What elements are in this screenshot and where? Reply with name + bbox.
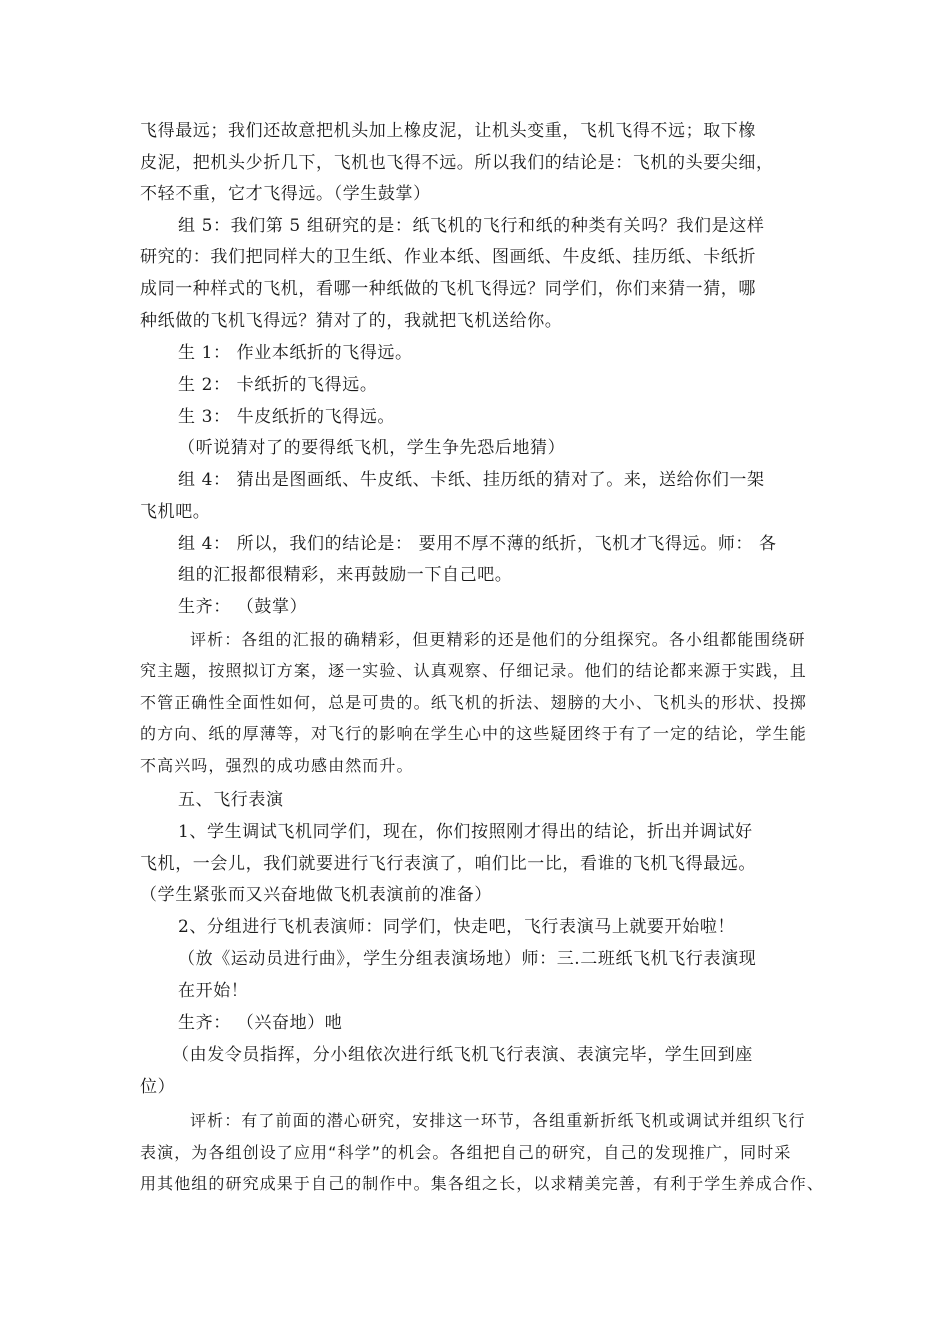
text-line: 成同一种样式的飞机，看哪一种纸做的飞机飞得远？同学们，你们来猜一猜，哪: [140, 279, 756, 299]
text-line: 生 1： 作业本纸折的飞得远。: [178, 343, 413, 363]
text-line: （由发令员指挥，分小组依次进行纸飞机飞行表演、表演完毕，学生回到座: [172, 1045, 753, 1065]
text-line: 组 4： 所以，我们的结论是： 要用不厚不薄的纸折，飞机才飞得远。师： 各: [178, 534, 777, 554]
text-line: 生齐： （兴奋地）吔: [178, 1013, 343, 1033]
commentary-line: 用其他组的研究成果于自己的制作中。集各组之长，以求精美完善，有利于学生养成合作、: [140, 1174, 825, 1193]
text-line: 组的汇报都很精彩，来再鼓励一下自己吧。: [178, 565, 513, 585]
text-line: 生 2： 卡纸折的飞得远。: [178, 375, 378, 395]
text-line: 飞得最远；我们还故意把机头加上橡皮泥，让机头变重，飞机飞得不远；取下橡: [140, 121, 756, 141]
text-line: （听说猜对了的要得纸飞机，学生争先恐后地猜）: [178, 438, 566, 458]
text-line: 生 3： 牛皮纸折的飞得远。: [178, 407, 396, 427]
commentary-line: 不管正确性全面性如何，总是可贵的。纸飞机的折法、翅膀的大小、飞机头的形状、投掷: [140, 693, 807, 712]
text-line: （学生紧张而又兴奋地做飞机表演前的准备）: [140, 885, 492, 905]
text-line: 组 5：我们第 5 组研究的是：纸飞机的飞行和纸的种类有关吗？我们是这样: [178, 216, 765, 236]
text-line: 生齐： （鼓掌）: [178, 597, 308, 617]
commentary-line: 不高兴吗，强烈的成功感由然而升。: [140, 756, 414, 775]
text-line: 飞机，一会儿，我们就要进行飞行表演了，咱们比一比，看谁的飞机飞得最远。: [140, 854, 756, 874]
text-line: 种纸做的飞机飞得远？猜对了的，我就把飞机送给你。: [140, 311, 563, 331]
section-heading: 五、飞行表演: [178, 790, 284, 810]
commentary-line: 评析：有了前面的潜心研究，安排这一环节，各组重新折纸飞机或调试并组织飞行: [190, 1111, 806, 1130]
commentary-line: 究主题，按照拟订方案，逐一实验、认真观察、仔细记录。他们的结论都来源于实践，且: [140, 661, 807, 680]
text-line: 研究的：我们把同样大的卫生纸、作业本纸、图画纸、牛皮纸、挂历纸、卡纸折: [140, 247, 756, 267]
text-line: 2、分组进行飞机表演师：同学们，快走吧，飞行表演马上就要开始啦！: [178, 917, 736, 937]
commentary-line: 评析：各组的汇报的确精彩，但更精彩的还是他们的分组探究。各小组都能围绕研: [190, 630, 806, 649]
commentary-line: 的方向、纸的厚薄等，对飞行的影响在学生心中的这些疑团终于有了一定的结论，学生能: [140, 724, 807, 743]
text-line: 1、学生调试飞机同学们，现在，你们按照刚才得出的结论，折出并调试好: [178, 822, 753, 842]
text-line: 组 4： 猜出是图画纸、牛皮纸、卡纸、挂历纸的猜对了。来，送给你们一架: [178, 470, 765, 490]
text-line: 位）: [140, 1077, 176, 1097]
text-line: 飞机吧。: [140, 502, 211, 522]
commentary-line: 表演，为各组创设了应用“科学”的机会。各组把自己的研究，自己的发现推广，同时采: [140, 1143, 792, 1162]
text-line: 在开始！: [178, 981, 249, 1001]
text-line: 不轻不重，它才飞得远。（学生鼓掌）: [140, 184, 431, 204]
text-line: 皮泥，把机头少折几下，飞机也飞得不远。所以我们的结论是：飞机的头要尖细，: [140, 153, 774, 173]
text-line: （放《运动员进行曲》，学生分组表演场地）师：三.二班纸飞机飞行表演现: [178, 949, 757, 969]
